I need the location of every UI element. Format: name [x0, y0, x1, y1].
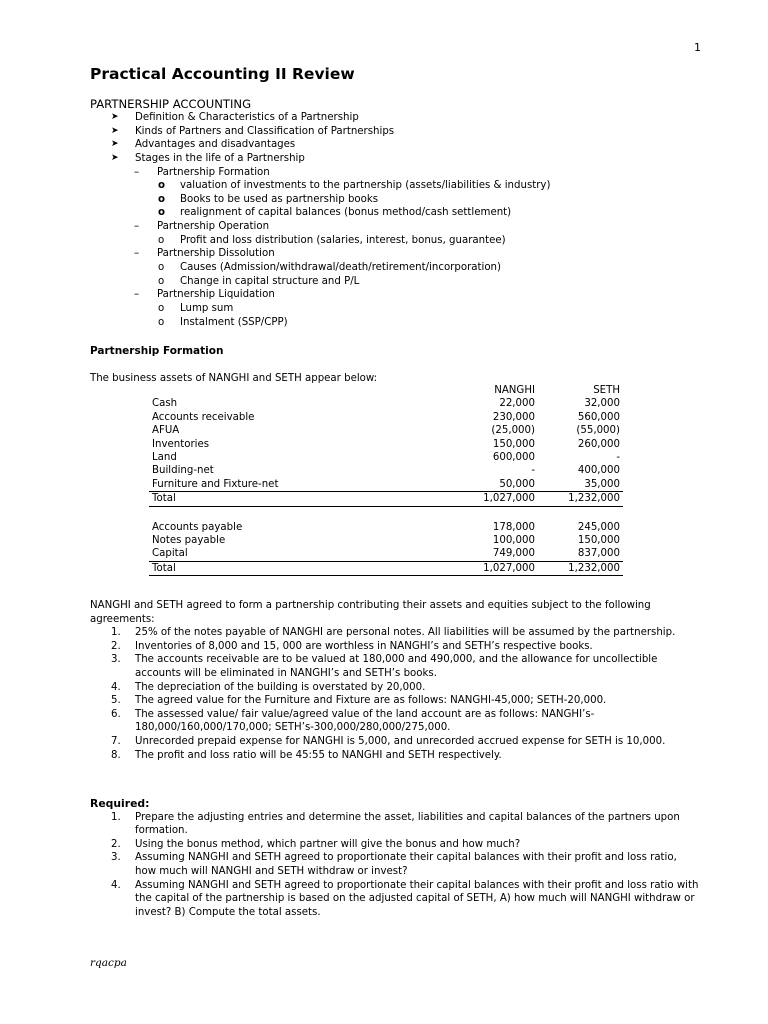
page-number: 1 [694, 41, 701, 54]
intro-text: The business assets of NANGHI and SETH appear below: [90, 373, 378, 384]
outline-subitem: – Partnership Operation [134, 221, 270, 233]
list-item: 1. 25% of the notes payable of NANGHI are personal notes. All liabilities will be assumed by the partnership. [111, 627, 676, 639]
table-row: Capital 749,000 837,000 [152, 548, 620, 560]
outline-item: ➤ Kinds of Partners and Classification of Partnerships [111, 125, 395, 137]
outline-item: ➤ Advantages and disadvantages [111, 139, 296, 151]
list-item: 6. The assessed value/ fair value/agreed value of the land account are as follows: NANGHI’s-180,000/160,000/170,000; SETH’s-300,000/280,000/275,000. [111, 708, 595, 734]
outline-subitem: – Partnership Dissolution [134, 248, 275, 260]
list-item: 4. Assuming NANGHI and SETH agreed to proportionate their capital balances with their profit and loss ratio with the capital of the partnership is based on the adjusted capital of SETH, A) how much will NANGHI withdraw or invest? B) Compute the total assets. [111, 879, 699, 918]
outline-item: ➤ Definition & Characteristics of a Partnership [111, 112, 359, 123]
list-item: 3. The accounts receivable are to be valued at 180,000 and 490,000, and the allowance for uncollectible accounts will be eliminated in NANGHI’s and SETH’s books. [111, 654, 658, 679]
section-title: PARTNERSHIP ACCOUNTING [90, 97, 252, 111]
table-row: AFUA (25,000) (55,000) [152, 425, 620, 437]
circle-bullet-icon: o [158, 193, 165, 205]
circle-bullet-icon: o [158, 316, 165, 328]
liabilities-total-row: Total 1,027,000 1,232,000 [149, 561, 623, 575]
outline-subitem: – Partnership Formation [134, 166, 270, 178]
dash-bullet-icon: – [134, 221, 140, 233]
dash-bullet-icon: – [134, 289, 140, 301]
outline-subsubitem: o realignment of capital balances (bonus method/cash settlement) [158, 207, 512, 219]
list-item: 7. Unrecorded prepaid expense for NANGHI is 5,000, and unrecorded accrued expense for SETH is 10,000. [111, 735, 666, 747]
list-item: 2. Inventories of 8,000 and 15, 000 are worthless in NANGHI’s and SETH’s respective books. [111, 640, 593, 652]
circle-bullet-icon: o [158, 302, 165, 314]
circle-bullet-icon: o [158, 207, 165, 219]
arrow-bullet-icon: ➤ [111, 152, 119, 163]
arrow-bullet-icon: ➤ [111, 125, 119, 136]
outline-item: ➤ Stages in the life of a Partnership [111, 152, 305, 164]
list-item: 5. The agreed value for the Furniture and Fixture are as follows: NANGHI-45,000; SETH-20,000. [111, 695, 607, 707]
outline-subsubitem: o valuation of investments to the partnership (assets/liabilities & industry) [158, 180, 551, 192]
arrow-bullet-icon: ➤ [111, 112, 119, 122]
outline-subsubitem: o Lump sum [158, 302, 234, 314]
list-item: 8. The profit and loss ratio will be 45:55 to NANGHI and SETH respectively. [111, 749, 502, 761]
table-row: Cash 22,000 32,000 [152, 398, 620, 410]
circle-bullet-icon: o [158, 262, 165, 274]
list-item: 2. Using the bonus method, which partner will give the bonus and how much? [111, 838, 521, 850]
document-title: Practical Accounting II Review [90, 65, 355, 83]
column-header-nanghi: NANGHI [494, 385, 535, 396]
table-spacer [149, 506, 623, 521]
dash-bullet-icon: – [134, 166, 140, 178]
outline-subsubitem: o Causes (Admission/withdrawal/death/retirement/incorporation) [158, 262, 501, 274]
assets-total-row: Total 1,027,000 1,232,000 [149, 492, 623, 506]
circle-bullet-icon: o [158, 275, 165, 287]
table-header-row [149, 384, 623, 397]
list-item: 1. Prepare the adjusting entries and determine the asset, liabilities and capital balances of the partners upon formation. [111, 811, 680, 837]
dash-bullet-icon: – [134, 248, 140, 260]
outline-subsubitem: o Books to be used as partnership books [158, 193, 379, 205]
list-item: 3. Assuming NANGHI and SETH agreed to proportionate their capital balances with their profit and loss ratio, how much will NANGHI and SETH withdraw or invest? [111, 852, 677, 877]
outline-subsubitem: o Change in capital structure and P/L [158, 275, 360, 287]
column-header-seth: SETH [593, 385, 620, 396]
table-row: Inventories 150,000 260,000 [152, 438, 620, 450]
outline-subitem: – Partnership Liquidation [134, 289, 275, 301]
required-heading: Required: [90, 797, 150, 810]
table-row: Accounts payable 178,000 245,000 [152, 521, 620, 533]
agreements-section [90, 599, 700, 762]
formation-heading: Partnership Formation [90, 345, 224, 357]
table-row: Furniture and Fixture-net 50,000 35,000 [152, 478, 620, 490]
arrow-bullet-icon: ➤ [111, 139, 119, 150]
outline-subsubitem: o Profit and loss distribution (salaries, interest, bonus, guarantee) [158, 234, 506, 246]
table-row: Land 600,000 - [152, 452, 620, 464]
balance-table [149, 384, 623, 576]
table-row: Accounts receivable 230,000 560,000 [152, 411, 620, 423]
table-row: Notes payable 100,000 150,000 [152, 535, 620, 547]
topic-outline [90, 111, 690, 329]
outline-subsubitem: o Instalment (SSP/CPP) [158, 316, 288, 328]
agreement-intro: NANGHI and SETH agreed to form a partnership contributing their assets and equities subject to the following agreements: [90, 600, 651, 625]
table-row: Building-net - 400,000 [152, 465, 620, 477]
required-section [90, 797, 700, 919]
footer-text: rqacpa [90, 957, 127, 969]
circle-bullet-icon: o [158, 234, 165, 246]
list-item: 4. The depreciation of the building is overstated by 20,000. [111, 681, 426, 693]
circle-bullet-icon: o [158, 180, 165, 192]
